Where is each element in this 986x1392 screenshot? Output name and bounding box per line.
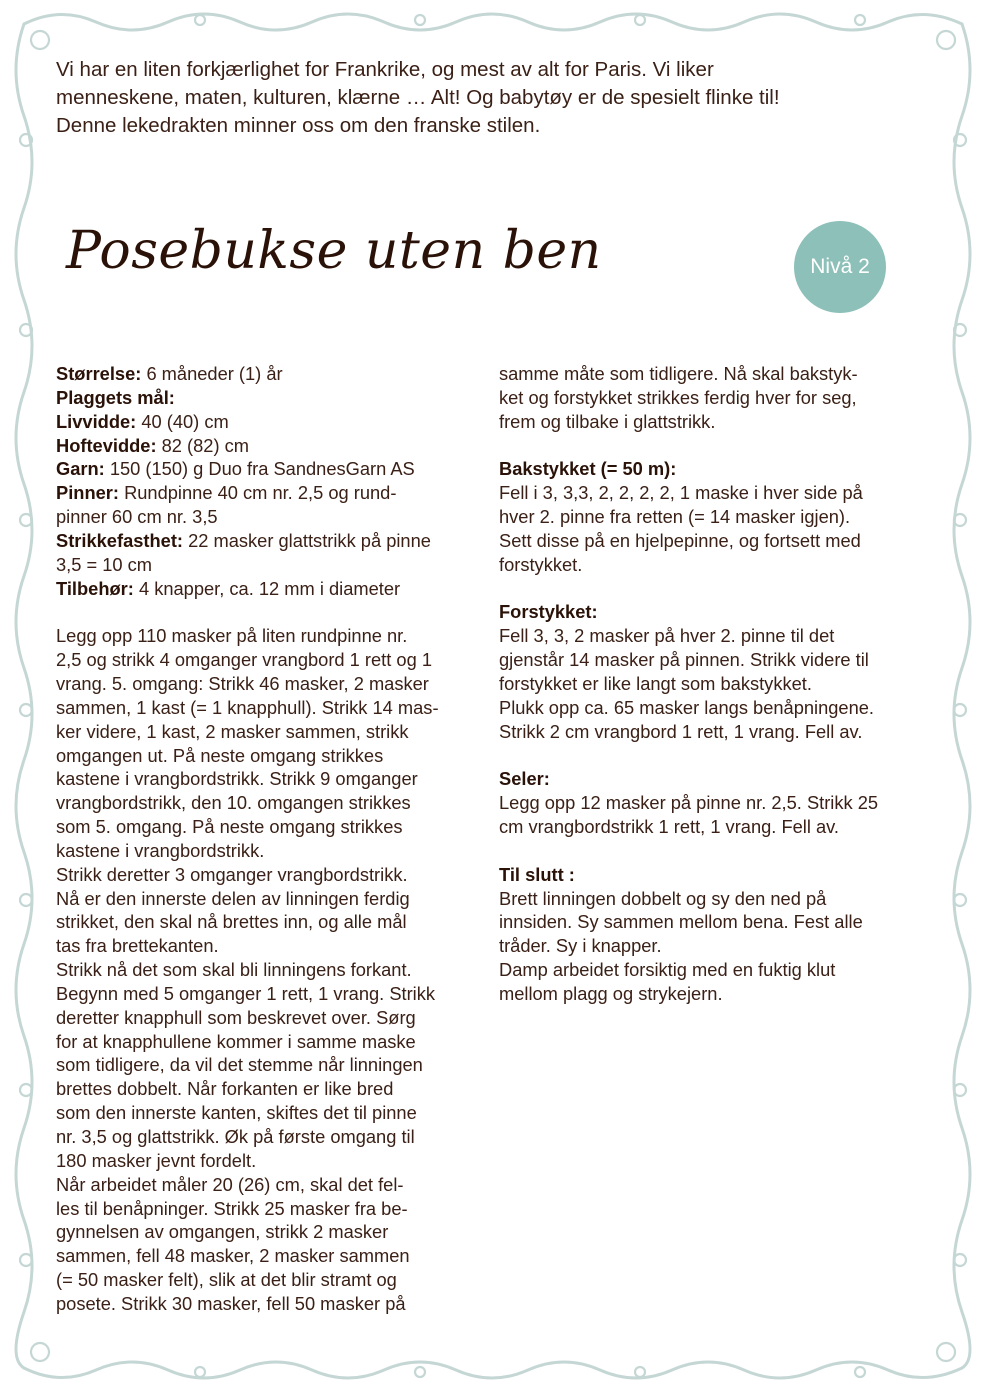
body-line: tas fra brettekanten. xyxy=(56,935,219,957)
body-line: 180 masker jevnt fordelt. xyxy=(56,1149,257,1171)
section-heading-back: Bakstykket (= 50 m): xyxy=(499,458,677,480)
spec-accessories: Tilbehør: 4 knapper, ca. 12 mm i diameter xyxy=(56,577,401,599)
spec-gauge: Strikkefasthet: 22 masker glattstrikk på pinne xyxy=(56,529,431,551)
body-line: sammen, fell 48 masker, 2 masker sammen xyxy=(56,1245,410,1267)
body-line: kastene i vrangbordstrikk. xyxy=(56,839,265,861)
body-line: innsiden. Sy sammen mellom bena. Fest alle xyxy=(499,911,863,933)
spec-needles: Pinner: Rundpinne 40 cm nr. 2,5 og rund- xyxy=(56,482,397,504)
body-line: strikket, den skal nå brettes inn, og alle mål xyxy=(56,911,407,933)
body-line: forstykket er like langt som bakstykket. xyxy=(499,672,812,694)
body-line: (= 50 masker felt), slik at det blir stramt og xyxy=(56,1269,397,1291)
body-line: som den innerste kanten, skiftes det til pinne xyxy=(56,1102,417,1124)
spec-hip: Hoftevidde: 82 (82) cm xyxy=(56,434,249,456)
section-heading-straps: Seler: xyxy=(499,768,550,790)
body-line: ket og forstykket strikkes ferdig hver for seg, xyxy=(499,386,857,408)
spec-yarn: Garn: 150 (150) g Duo fra SandnesGarn AS xyxy=(56,458,415,480)
body-line: Fell 3, 3, 2 masker på hver 2. pinne til det xyxy=(499,625,835,647)
body-line: omgangen ut. På neste omgang strikkes xyxy=(56,744,384,766)
spec-waist: Livvidde: 40 (40) cm xyxy=(56,410,229,432)
spec-needles-cont: pinner 60 cm nr. 3,5 xyxy=(56,506,218,528)
body-line: Når arbeidet måler 20 (26) cm, skal det fel- xyxy=(56,1173,404,1195)
body-line: forstykket. xyxy=(499,553,583,575)
section-heading-front: Forstykket: xyxy=(499,601,598,623)
body-line: les til benåpninger. Strikk 25 masker fra be- xyxy=(56,1197,408,1219)
level-badge: Nivå 2 xyxy=(794,221,886,313)
spec-size: Størrelse: 6 måneder (1) år xyxy=(56,363,283,384)
body-line: nr. 3,5 og glattstrikk. Øk på første omgang til xyxy=(56,1126,415,1147)
body-line: deretter knapphull som beskrevet over. Sørg xyxy=(56,1006,416,1028)
body-line: mellom plagg og strykejern. xyxy=(499,982,723,1004)
body-line: Legg opp 110 masker på liten rundpinne nr. xyxy=(56,625,408,647)
body-line: vrangbordstrikk, den 10. omgangen strikkes xyxy=(56,792,411,814)
body-line: Nå er den innerste delen av linningen ferdig xyxy=(56,887,410,909)
body-line: vrang. 5. omgang: Strikk 46 masker, 2 masker xyxy=(56,672,429,694)
intro-line: Denne lekedrakten minner oss om den franske stilen. xyxy=(56,114,541,137)
page-title: Posebukse uten ben xyxy=(66,221,602,281)
body-line: sammen, 1 kast (= 1 knapphull). Strikk 14 mas- xyxy=(56,696,439,718)
body-line: Strikk 2 cm vrangbord 1 rett, 1 vrang. Fell av. xyxy=(499,720,863,742)
body-line: tråder. Sy i knapper. xyxy=(499,935,662,957)
right-column xyxy=(499,362,929,1006)
section-heading-finish: Til slutt : xyxy=(499,863,575,885)
body-line: gjenstår 14 masker på pinnen. Strikk videre til xyxy=(499,649,869,671)
spec-measures: Plaggets mål: xyxy=(56,386,175,408)
body-line: for at knapphullene kommer i samme maske xyxy=(56,1030,416,1052)
body-line: posete. Strikk 30 masker, fell 50 masker på xyxy=(56,1292,406,1314)
intro-line: menneskene, maten, kulturen, klærne … Alt! Og babytøy er de spesielt flinke til! xyxy=(56,86,780,109)
body-line: samme måte som tidligere. Nå skal bakstyk- xyxy=(499,363,858,384)
body-line: Plukk opp ca. 65 masker langs benåpningene. xyxy=(499,696,875,718)
body-line: frem og tilbake i glattstrikk. xyxy=(499,410,716,432)
body-line: Damp arbeidet forsiktig med en fuktig klut xyxy=(499,959,836,981)
body-line: som 5. omgang. På neste omgang strikkes xyxy=(56,816,403,838)
body-line: Brett linningen dobbelt og sy den ned på xyxy=(499,887,827,909)
body-line: Fell i 3, 3,3, 2, 2, 2, 2, 1 maske i hver side på xyxy=(499,482,863,504)
body-line: som tidligere, da vil det stemme når linningen xyxy=(56,1054,423,1076)
intro-paragraph xyxy=(56,56,936,140)
body-line: Legg opp 12 masker på pinne nr. 2,5. Strikk 25 xyxy=(499,792,879,814)
body-line: ker videre, 1 kast, 2 masker sammen, strikk xyxy=(56,720,409,742)
body-line: gynnelsen av omgangen, strikk 2 masker xyxy=(56,1221,389,1243)
left-column xyxy=(56,362,486,1316)
body-line: hver 2. pinne fra retten (= 14 masker igjen). xyxy=(499,506,851,528)
body-line: Begynn med 5 omganger 1 rett, 1 vrang. Strikk xyxy=(56,982,436,1004)
body-line: cm vrangbordstrikk 1 rett, 1 vrang. Fell av. xyxy=(499,816,840,838)
body-line: 2,5 og strikk 4 omganger vrangbord 1 rett og 1 xyxy=(56,649,432,671)
body-line: brettes dobbelt. Når forkanten er like bred xyxy=(56,1078,394,1100)
body-line: Strikk nå det som skal bli linningens forkant. xyxy=(56,959,412,981)
body-line: Sett disse på en hjelpepinne, og fortsett med xyxy=(499,529,861,551)
body-line: kastene i vrangbordstrikk. Strikk 9 omganger xyxy=(56,768,418,790)
body-line: Strikk deretter 3 omganger vrangbordstrikk. xyxy=(56,863,408,885)
spec-gauge-cont: 3,5 = 10 cm xyxy=(56,553,153,575)
intro-line: Vi har en liten forkjærlighet for Frankrike, og mest av alt for Paris. Vi liker xyxy=(56,58,714,81)
